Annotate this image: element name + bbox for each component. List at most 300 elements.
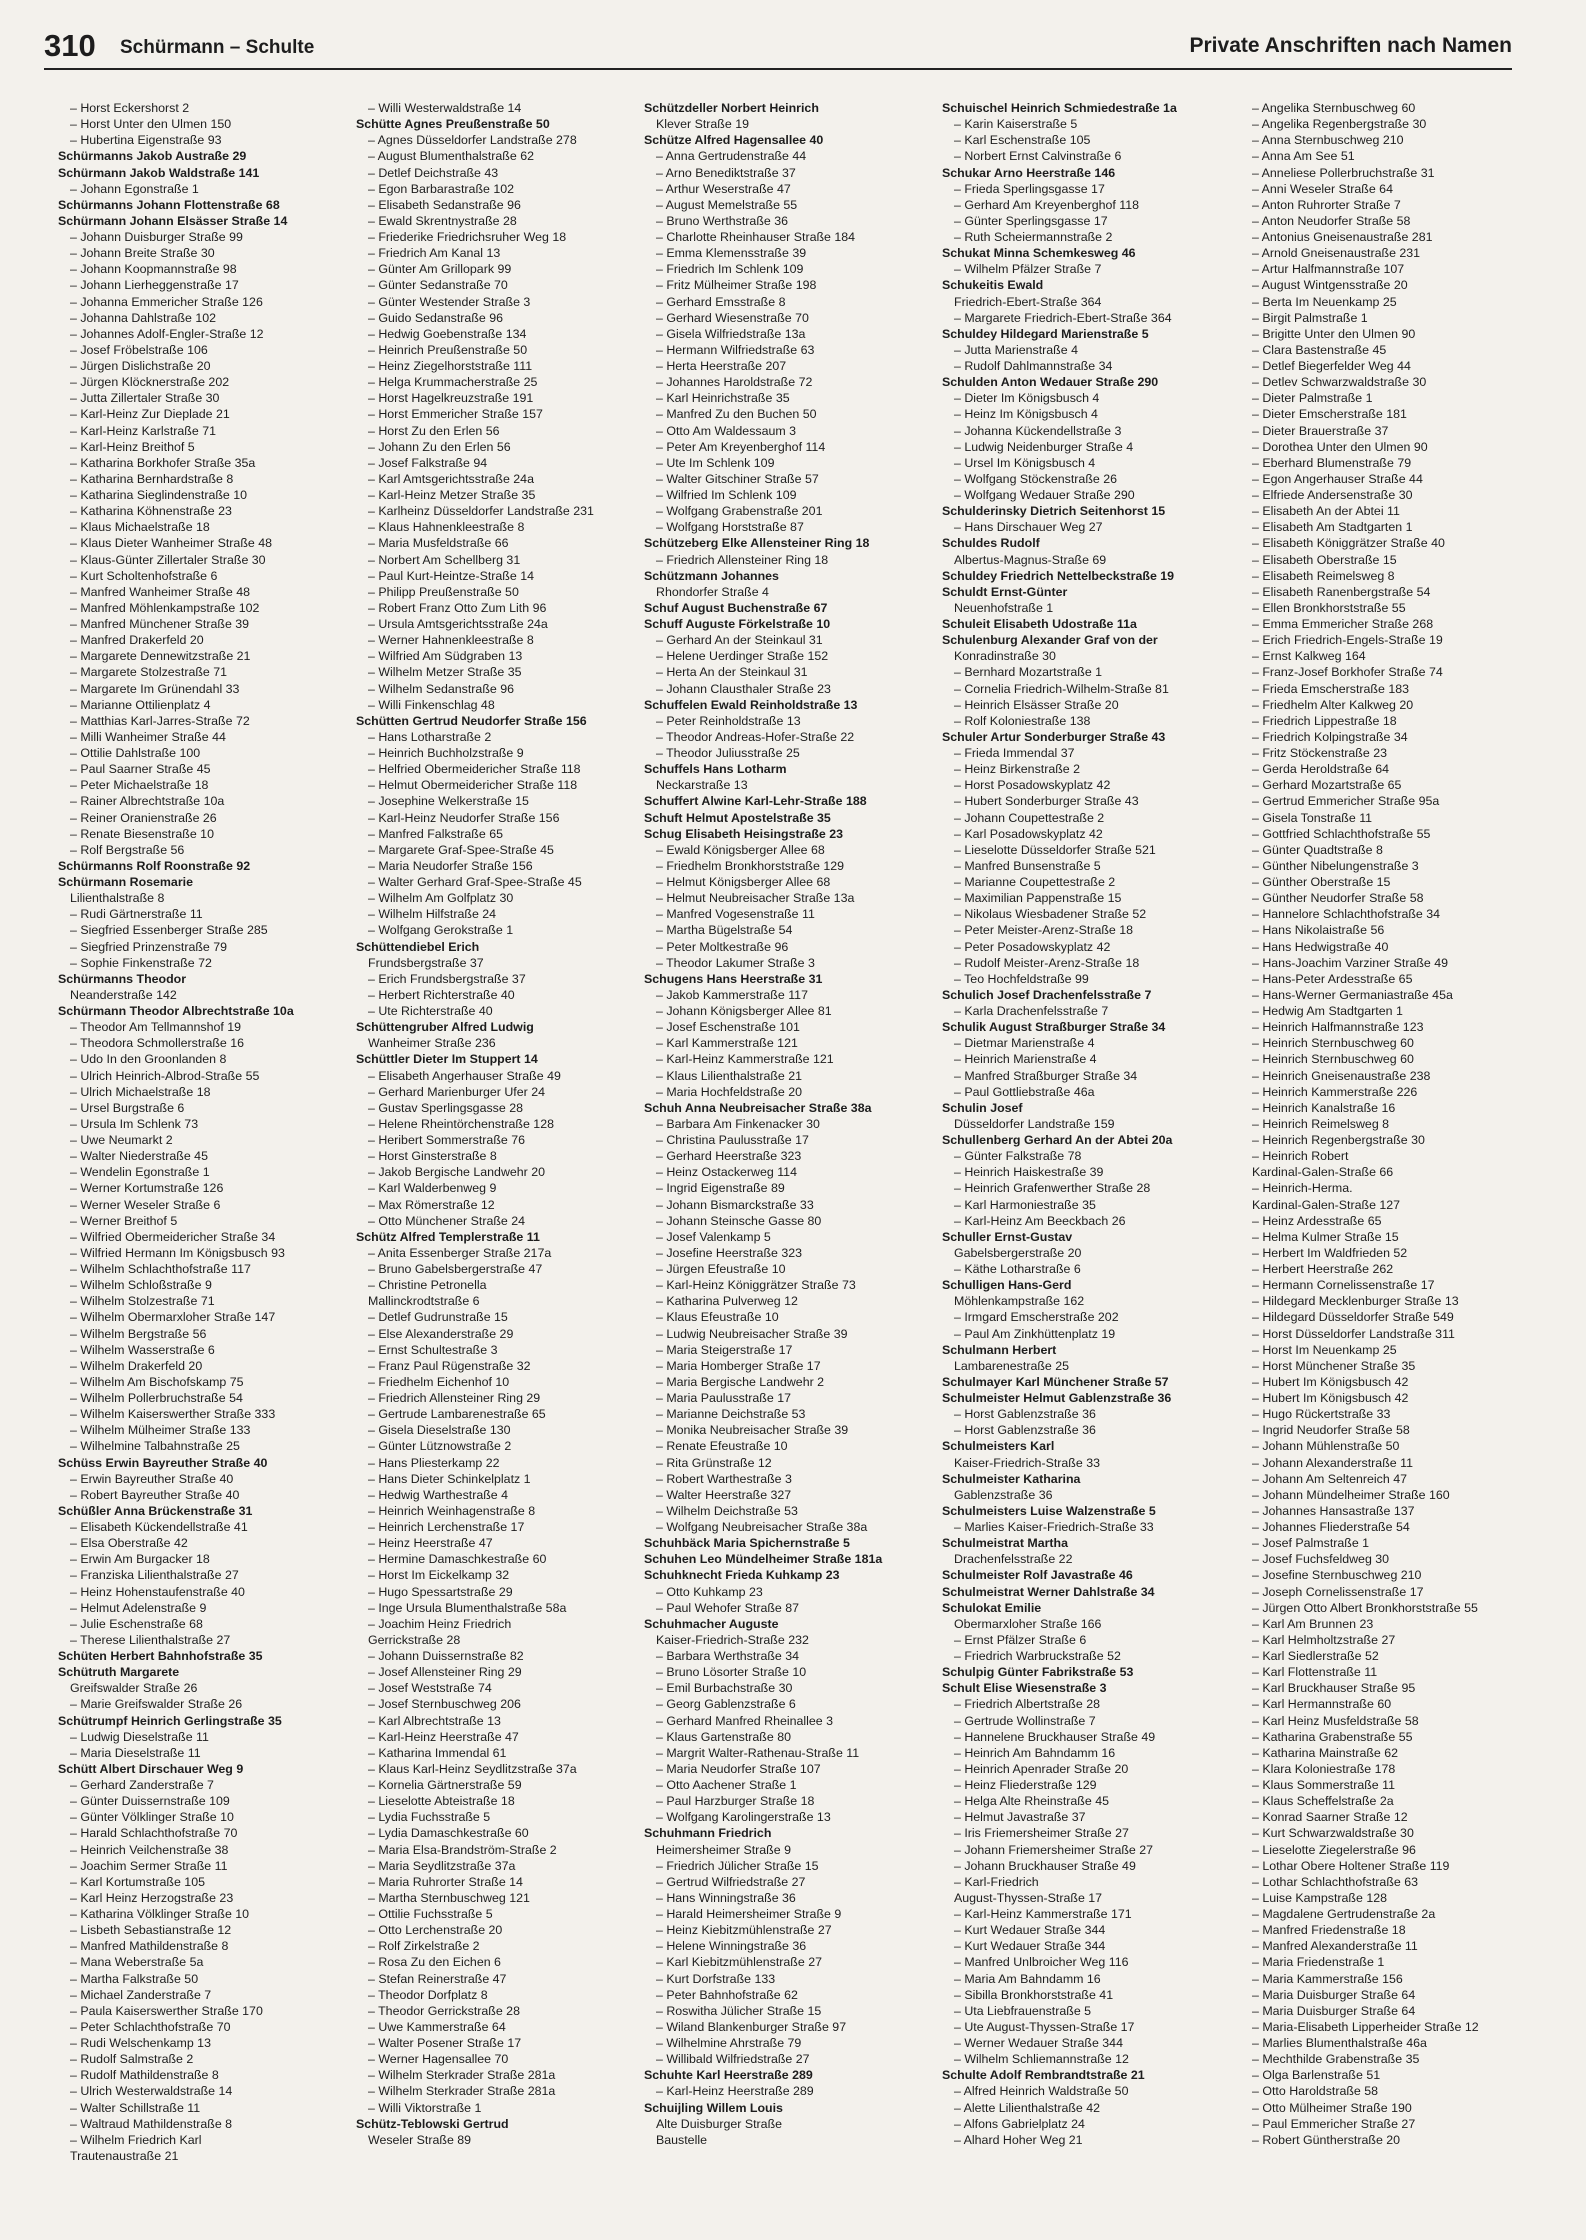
directory-entry: – Lydia Damaschkestraße 60: [368, 1826, 529, 1841]
directory-entry: – Karl-Heinz Neudorfer Straße 156: [368, 810, 560, 825]
directory-entry: – Karl-Heinz Kammerstraße 121: [656, 1052, 834, 1067]
directory-entry: – Johann Steinsche Gasse 80: [656, 1213, 822, 1228]
directory-entry: – Karl Harmoniestraße 35: [954, 1197, 1096, 1212]
entry-detail: August Buchenstraße 67: [678, 600, 828, 615]
directory-entry: – Elfriede Andersenstraße 30: [1252, 488, 1413, 502]
surname: Schulmeister: [942, 1391, 1020, 1405]
directory-entry: – Horst Unter den Ulmen 150: [70, 117, 232, 132]
directory-entry: [644, 1825, 934, 1841]
directory-entry: – Hubert Sonderburger Straße 43: [954, 794, 1139, 809]
directory-entry: – Wilhelm Schloßstraße 9: [70, 1278, 212, 1293]
entry-detail: Katharina: [1019, 1471, 1081, 1486]
directory-entry: – Horst Gablenzstraße 36: [954, 1407, 1096, 1422]
directory-entry: – Joseph Cornelissenstraße 17: [1252, 1584, 1424, 1599]
surname: Schüttler: [356, 1052, 410, 1067]
directory-entry: – Siegfried Prinzenstraße 79: [70, 939, 228, 954]
directory-entry: – Friedrich Kolpingstraße 34: [1252, 729, 1408, 744]
directory-entry: – Maria Musfeldstraße 66: [368, 536, 509, 551]
directory-entry: – Wolfgang Neubreisacher Straße 38a: [656, 1520, 868, 1534]
directory-entry: – Wolfgang Grabenstraße 201: [656, 504, 823, 519]
directory-entry: – Hildegard Düsseldorfer Straße 549: [1252, 1310, 1454, 1325]
directory-entry: Alte Duisburger Straße: [656, 2116, 783, 2131]
directory-entry: – Horst Zu den Erlen 56: [368, 423, 500, 438]
directory-entry: – Jürgen Otto Albert Bronkhorststraße 55: [1252, 1600, 1478, 1615]
directory-entry: – Anton Ruhrorter Straße 7: [1252, 197, 1401, 212]
directory-entry: [58, 148, 348, 164]
surname: Schukeitis: [942, 278, 1004, 293]
directory-entry: – Hermine Damaschkestraße 60: [368, 1552, 547, 1567]
directory-entry: – Katharina Borkhofer Straße 35a: [70, 455, 256, 470]
directory-entry: – Katharina Sieglindenstraße 10: [70, 488, 248, 502]
directory-entry: – Elsa Oberstraße 42: [70, 1536, 188, 1551]
directory-entry: – Helga Alte Rheinstraße 45: [954, 1794, 1109, 1809]
directory-entry: – Helmut Javastraße 37: [954, 1810, 1086, 1825]
directory-entry: – Ludwig Dieselstraße 11: [70, 1729, 209, 1744]
directory-entry: – Wilhelm Hilfstraße 24: [368, 907, 497, 922]
directory-entry: [942, 2067, 1232, 2083]
directory-entry: – Wilhelm Deichstraße 53: [656, 1503, 798, 1518]
directory-entry: – Wilhelm Wasserstraße 6: [70, 1342, 215, 1357]
directory-entry: – Horst Eckershorst 2: [70, 101, 190, 115]
directory-entry: – Helga Krummacherstraße 25: [368, 375, 538, 390]
directory-entry: – Gertrude Lambarenestraße 65: [368, 1407, 546, 1422]
directory-entry: – Werner Breithof 5: [70, 1213, 178, 1228]
directory-entry: – Robert Warthestraße 3: [656, 1471, 792, 1486]
directory-entry: – Heinrich Veilchenstraße 38: [70, 1842, 229, 1857]
directory-entry: – Marianne Deichstraße 53: [656, 1407, 806, 1422]
surname: Schuf: [644, 600, 679, 615]
directory-entry: – Hugo Rückertstraße 33: [1252, 1407, 1391, 1422]
directory-entry: – Heinrich Halfmannstraße 123: [1252, 1020, 1424, 1035]
directory-entry: – Johann Bruckhauser Straße 49: [954, 1858, 1136, 1873]
page-header: [44, 28, 1512, 68]
directory-entry: – Hans-Peter Ardesstraße 65: [1252, 971, 1413, 986]
directory-entry: – Wilhelm Bergstraße 56: [70, 1326, 207, 1341]
surname: Schulmeistrat: [942, 1536, 1024, 1551]
surname: Schuleit: [942, 617, 991, 631]
directory-entry: – Heinz Birkenstraße 2: [954, 762, 1081, 777]
directory-entry: – Ulrich Heinrich-Albrod-Straße 55: [70, 1068, 260, 1083]
surname: Schüßler: [58, 1503, 112, 1518]
entry-detail: Anna Neubreisacher Straße 38a: [681, 1100, 872, 1115]
directory-entry: – Manfred Bunsenstraße 5: [954, 858, 1101, 873]
directory-entry: – Wilhelm Am Golfplatz 30: [368, 891, 514, 906]
directory-entry: – Theodora Schmollerstraße 16: [70, 1036, 245, 1051]
directory-entry: – Gisela Tonstraße 11: [1252, 810, 1373, 825]
directory-entry: – Helmut Königsberger Allee 68: [656, 875, 831, 889]
entry-detail: Friedrich: [714, 1826, 772, 1841]
directory-entry: [644, 132, 934, 148]
directory-entry: – Wilhelm Kaiserswerther Straße 333: [70, 1407, 276, 1422]
directory-entry: – Horst Hagelkreuzstraße 191: [368, 391, 534, 406]
directory-entry: [58, 1503, 348, 1519]
entry-detail: Gertrud: [459, 2116, 509, 2131]
surname: Schuldes: [942, 536, 998, 551]
directory-entry: – Georg Gablenzstraße 6: [656, 1697, 796, 1712]
entry-detail: Frieda Kuhkamp 23: [721, 1568, 840, 1583]
directory-entry: – Teo Hochfeldstraße 99: [954, 971, 1089, 986]
directory-entry: – Karl-Heinz Breithof 5: [70, 439, 195, 454]
directory-entry: – Gerhard Wiesenstraße 70: [656, 310, 809, 325]
directory-entry: – Bernhard Mozartstraße 1: [954, 665, 1103, 680]
entry-detail: Theodor Albrechtstraße 10a: [126, 1004, 294, 1018]
surname: Schulik: [942, 1020, 987, 1035]
directory-entry: – August Blumenthalstraße 62: [368, 149, 534, 164]
directory-column-4: [942, 100, 1232, 2148]
directory-entry: – Katharina Köhnenstraße 23: [70, 504, 232, 519]
directory-entry: – Wilhelm Pfälzer Straße 7: [954, 262, 1102, 277]
directory-entry: – Walter Gitschiner Straße 57: [656, 471, 819, 486]
directory-entry: – Karl-Heinz Am Beeckbach 26: [954, 1213, 1126, 1228]
directory-entry: – Anna Sternbuschweg 210: [1252, 133, 1404, 148]
directory-entry: – Rudolf Mathildenstraße 8: [70, 2068, 219, 2083]
directory-entry: – Bruno Gabelsbergerstraße 47: [368, 1262, 543, 1276]
directory-entry: – Wendelin Egonstraße 1: [70, 1165, 210, 1180]
surname: Schulte: [942, 2068, 987, 2083]
entry-detail: Josef: [986, 1100, 1023, 1115]
directory-entry: – Wolfgang Wedauer Straße 290: [954, 488, 1135, 502]
surname: Schugens: [644, 971, 704, 986]
directory-entry: [942, 1584, 1232, 1600]
directory-entry: – Fritz Stöckenstraße 23: [1252, 746, 1387, 760]
directory-entry: – Ingrid Neudorfer Straße 58: [1252, 1423, 1410, 1438]
directory-entry: – Margarete Graf-Spee-Straße 45: [368, 842, 554, 857]
directory-entry: – Klaus Dieter Wanheimer Straße 48: [70, 536, 273, 551]
directory-entry: – Ottilie Dahlstraße 100: [70, 746, 201, 760]
directory-entry: – Paul Wehofer Straße 87: [656, 1600, 800, 1615]
directory-entry: [58, 197, 348, 213]
directory-entry: – Johann Clausthaler Straße 23: [656, 681, 831, 696]
directory-entry: – Fritz Mülheimer Straße 198: [656, 278, 817, 293]
directory-entry: – Maximilian Pappenstraße 15: [954, 891, 1122, 906]
directory-entry: – Anton Neudorfer Straße 58: [1252, 213, 1411, 228]
directory-entry: – Friedrich Allensteiner Ring 29: [368, 1391, 541, 1405]
directory-entry: – Wolfgang Gerokstraße 1: [368, 923, 514, 938]
directory-entry: – Josef Fuchsfeldweg 30: [1252, 1552, 1390, 1567]
entry-detail: Artur Sonderburger Straße 43: [987, 729, 1166, 744]
directory-entry: – Klaus Scheffelstraße 2a: [1252, 1794, 1394, 1809]
directory-entry: – Maria Seydlitzstraße 37a: [368, 1858, 516, 1873]
directory-entry: – Sophie Finkenstraße 72: [70, 955, 212, 970]
directory-entry: – Julie Eschenstraße 68: [70, 1616, 203, 1631]
directory-entry: [942, 1600, 1232, 1616]
directory-entry: – Agnes Düsseldorfer Landstraße 278: [368, 133, 577, 148]
directory-entry: – Mana Weberstraße 5a: [70, 1955, 204, 1970]
entry-detail: Jakob Waldstraße 141: [126, 165, 260, 180]
surname: Schulin: [942, 1100, 987, 1115]
surname: Schüttengruber: [356, 1020, 449, 1035]
directory-entry: – Horst Düsseldorfer Landstraße 311: [1252, 1326, 1455, 1341]
directory-entry: – Rudolf Dahlmannstraße 34: [954, 359, 1113, 373]
entry-detail: Karl Münchener Straße 57: [1012, 1374, 1169, 1389]
surname: Schuhte: [644, 2068, 693, 2083]
directory-entry: – Manfred Drakerfeld 20: [70, 633, 204, 648]
entry-detail: Heinrich Schmiedestraße 1a: [1007, 101, 1177, 115]
directory-entry: – Werner Kortumstraße 126: [70, 1181, 224, 1196]
entry-detail: Hans-Gerd: [1004, 1278, 1072, 1293]
directory-entry: – Manfred Möhlenkampstraße 102: [70, 600, 260, 615]
directory-entry: [644, 600, 934, 616]
directory-entry: August-Thyssen-Straße 17: [954, 1890, 1103, 1905]
directory-entry: – Johann Lierheggenstraße 17: [70, 278, 239, 293]
entry-detail: Maria Spichernstraße 5: [710, 1536, 850, 1551]
directory-entry: – Klaus Michaelstraße 18: [70, 520, 210, 535]
directory-entry: [942, 1567, 1232, 1583]
entry-detail: Elise Wiesenstraße 3: [979, 1681, 1107, 1696]
directory-entry: [58, 874, 348, 890]
surname: Schulenburg: [942, 633, 1018, 648]
directory-entry: – Otto Aachener Straße 1: [656, 1778, 797, 1792]
entry-detail: Anton Wedauer Straße 290: [997, 375, 1159, 390]
directory-entry: – Hermann Wilfriedstraße 63: [656, 342, 815, 357]
entry-detail: Hildegard Marienstraße 5: [997, 326, 1149, 341]
surname: Schützdeller: [644, 101, 718, 115]
directory-entry: – Christine Petronella: [368, 1278, 487, 1293]
directory-entry: – Heinz Hohenstaufenstraße 40: [70, 1584, 245, 1599]
directory-entry: – Erwin Am Burgacker 18: [70, 1552, 210, 1567]
directory-entry: – Johannes Hansastraße 137: [1252, 1503, 1415, 1518]
directory-entry: – Friedrich Albertstraße 28: [954, 1697, 1100, 1712]
directory-entry: – Margrit Walter-Rathenau-Straße 11: [656, 1745, 860, 1760]
directory-entry: – Wiland Blankenburger Straße 97: [656, 2019, 847, 2034]
directory-entry: – Emma Klemensstraße 39: [656, 246, 807, 261]
directory-entry: – Herta An der Steinkaul 31: [656, 665, 808, 680]
directory-entry: – Karin Kaiserstraße 5: [954, 117, 1078, 132]
directory-entry: – Willi Westerwaldstraße 14: [368, 101, 522, 115]
directory-entry: – Katharina Mainstraße 62: [1252, 1745, 1399, 1760]
directory-entry: – Katharina Pulverweg 12: [656, 1294, 798, 1309]
directory-entry: – Wilhelm Sedanstraße 96: [368, 681, 515, 696]
directory-column-2: [356, 100, 646, 2148]
directory-entry: [942, 1664, 1232, 1680]
directory-entry: – Käthe Lotharstraße 6: [954, 1262, 1081, 1276]
directory-entry: [942, 584, 1232, 600]
directory-entry: – Walter Posener Straße 17: [368, 2036, 522, 2050]
directory-entry: – Hannelore Schlachthofstraße 34: [1252, 907, 1441, 922]
directory-entry: – Uwe Kammerstraße 64: [368, 2019, 506, 2034]
directory-entry: – Peter Am Kreyenberghof 114: [656, 439, 826, 454]
entry-detail: Josef Drachenfelsstraße 7: [993, 987, 1152, 1002]
directory-entry: Kaiser-Friedrich-Straße 232: [656, 1632, 809, 1647]
directory-entry: – Hans Dieter Schinkelplatz 1: [368, 1471, 531, 1486]
directory-entry: – Wilhelm Obermarxloher Straße 147: [70, 1310, 276, 1325]
surname: Schukar: [942, 165, 991, 180]
directory-entry: – Stefan Reinerstraße 47: [368, 1971, 507, 1986]
entry-detail: Alfred Hagensallee 40: [691, 133, 824, 148]
directory-entry: – Hans Hedwigstraße 40: [1252, 939, 1389, 954]
directory-entry: – Antonius Gneisenaustraße 281: [1252, 230, 1433, 244]
entry-detail: Werner Dahlstraße 34: [1023, 1584, 1155, 1599]
directory-entry: – Horst Ginsterstraße 8: [368, 1149, 497, 1164]
directory-entry: – Alhard Hoher Weg 21: [954, 2132, 1083, 2147]
directory-entry: – Heinrich Lerchenstraße 17: [368, 1520, 525, 1534]
directory-entry: – Harald Schlachthofstraße 70: [70, 1826, 238, 1841]
directory-entry: – Heinrich Reimelsweg 8: [1252, 1116, 1390, 1131]
directory-entry: – Heinrich Preußenstraße 50: [368, 342, 528, 357]
directory-entry: – Hans Nikolaistraße 56: [1252, 923, 1385, 938]
directory-entry: – Clara Bastenstraße 45: [1252, 342, 1387, 357]
directory-entry: – Reiner Oranienstraße 26: [70, 810, 217, 825]
directory-entry: – Manfred Zu den Buchen 50: [656, 407, 817, 422]
surname: Schürmanns: [58, 971, 134, 986]
surname: Schütt: [58, 1761, 97, 1776]
directory-entry: – Johann Mündelheimer Straße 160: [1252, 1487, 1450, 1502]
directory-entry: – Hubert Im Königsbusch 42: [1252, 1374, 1409, 1389]
directory-entry: – Wilfried Obermeidericher Straße 34: [70, 1229, 276, 1244]
directory-entry: – Friedhelm Alter Kalkweg 20: [1252, 697, 1414, 712]
entry-detail: Hans Lotharm: [699, 762, 787, 777]
directory-entry: – Horst Im Eickelkamp 32: [368, 1568, 510, 1583]
directory-entry: – Maria Dieselstraße 11: [70, 1745, 201, 1760]
directory-entry: – Heinrich Marienstraße 4: [954, 1052, 1097, 1067]
directory-entry: – Willi Viktorstraße 1: [368, 2100, 482, 2115]
directory-entry: [58, 971, 348, 987]
directory-entry: – Peter Meister-Arenz-Straße 18: [954, 923, 1134, 938]
directory-entry: Neckarstraße 13: [656, 778, 748, 793]
directory-entry: – Josefine Sternbuschweg 210: [1252, 1568, 1422, 1583]
directory-entry: – Heinrich Haiskestraße 39: [954, 1165, 1104, 1180]
directory-entry: – Friedrich Lippestraße 18: [1252, 713, 1397, 728]
directory-entry: – Manfred Mathildenstraße 8: [70, 1939, 229, 1954]
directory-entry: – Karl Walderbenweg 9: [368, 1181, 497, 1196]
directory-entry: – Maria Hochfeldstraße 20: [656, 1084, 803, 1099]
surname: Schürmann: [58, 875, 127, 889]
directory-entry: – Otto Münchener Straße 24: [368, 1213, 526, 1228]
directory-entry: – Milli Wanheimer Straße 44: [70, 729, 226, 744]
entry-detail: Ernst-Günter: [987, 584, 1068, 599]
directory-column-1: [58, 100, 348, 2164]
directory-entry: – Maria Elsa-Brandström-Straße 2: [368, 1842, 557, 1857]
directory-entry: – Jürgen Dislichstraße 20: [70, 359, 211, 373]
directory-entry: [942, 100, 1232, 116]
directory-entry: – Karl Heinz Musfeldstraße 58: [1252, 1713, 1419, 1728]
directory-entry: [942, 1277, 1232, 1293]
entry-detail: Elisabeth Udostraße 11a: [990, 617, 1137, 631]
directory-entry: – Karl Flottenstraße 11: [1252, 1665, 1378, 1680]
directory-entry: – Karl Kortumstraße 105: [70, 1874, 205, 1889]
entry-detail: Gertrud Neudorfer Straße 156: [409, 713, 587, 728]
directory-entry: – Ute Richterstraße 40: [368, 1004, 493, 1018]
directory-entry: [356, 116, 646, 132]
directory-entry: Baustelle: [656, 2132, 707, 2147]
entry-detail: Gerhard An der Abtei 20a: [1020, 1133, 1173, 1147]
directory-entry: – Johannes Fliederstraße 54: [1252, 1520, 1410, 1534]
directory-entry: – Manfred Friedenstraße 18: [1252, 1923, 1406, 1938]
directory-entry: – Rita Grünstraße 12: [656, 1455, 772, 1470]
surname: Schuhmann: [644, 1826, 715, 1841]
directory-entry: Drachenfelsstraße 22: [954, 1552, 1073, 1567]
directory-entry: [942, 1132, 1232, 1148]
directory-entry: – Guido Sedanstraße 96: [368, 310, 504, 325]
entry-detail: Jakob Austraße 29: [133, 149, 247, 164]
directory-entry: Weseler Straße 89: [368, 2132, 472, 2147]
directory-entry: – Ewald Skrentnystraße 28: [368, 213, 517, 228]
directory-entry: [942, 503, 1232, 519]
directory-entry: [644, 1551, 934, 1567]
directory-entry: [942, 1019, 1232, 1035]
directory-entry: [644, 535, 934, 551]
directory-entry: – Matthias Karl-Jarres-Straße 72: [70, 713, 250, 728]
directory-entry: – Hubertina Eigenstraße 93: [70, 133, 222, 148]
directory-entry: – Josephine Welkerstraße 15: [368, 794, 529, 809]
directory-entry: – Detlef Gudrunstraße 15: [368, 1310, 508, 1325]
directory-entry: – August Memelstraße 55: [656, 197, 798, 212]
surname: Schuffels: [644, 762, 700, 777]
directory-entry: – Karl Eschenstraße 105: [954, 133, 1091, 148]
header-rule: [44, 68, 1512, 70]
directory-entry: – Josef Weststraße 74: [368, 1681, 492, 1696]
directory-entry: – Karl Amtsgerichtsstraße 24a: [368, 471, 534, 486]
directory-entry: – Maria Friedenstraße 1: [1252, 1955, 1385, 1970]
directory-entry: – Herbert Heerstraße 262: [1252, 1262, 1394, 1276]
directory-entry: – Gerhard Heerstraße 323: [656, 1149, 802, 1164]
directory-entry: – Katharina Völklinger Straße 10: [70, 1907, 250, 1921]
directory-entry: – Magdalene Gertrudenstraße 2a: [1252, 1907, 1436, 1921]
directory-entry: – Hildegard Mecklenburger Straße 13: [1252, 1294, 1459, 1309]
directory-entry: – Werner Hagensallee 70: [368, 2052, 509, 2067]
surname: Schürmanns: [58, 197, 134, 212]
directory-entry: – Josefine Heerstraße 323: [656, 1245, 803, 1260]
directory-entry: – Robert Franz Otto Zum Lith 96: [368, 600, 547, 615]
directory-entry: – Anna Am See 51: [1252, 149, 1355, 164]
directory-entry: – Jutta Zillertaler Straße 30: [70, 391, 220, 406]
directory-entry: [58, 213, 348, 229]
directory-entry: – Gisela Dieselstraße 130: [368, 1423, 511, 1438]
directory-entry: [942, 616, 1232, 632]
directory-entry: – Ruth Scheiermannstraße 2: [954, 230, 1113, 244]
directory-entry: – Heinrich Elsässer Straße 20: [954, 697, 1119, 712]
surname: Schullenberg: [942, 1133, 1021, 1147]
surname: Schürmanns: [58, 149, 134, 164]
directory-entry: – Jakob Kammerstraße 117: [656, 987, 808, 1002]
directory-entry: – Karl-Heinz Königgrätzer Straße 73: [656, 1278, 856, 1293]
directory-entry: – Günter Quadtstraße 8: [1252, 842, 1383, 857]
entry-detail: Hans Heerstraße 31: [703, 971, 823, 986]
surname: Schug: [644, 826, 682, 841]
directory-entry: – Manfred Unlbroicher Weg 116: [954, 1955, 1129, 1970]
directory-entry: – Maria Neudorfer Straße 107: [656, 1761, 821, 1776]
directory-entry: [942, 1374, 1232, 1390]
directory-entry: – Michael Zanderstraße 7: [70, 1987, 212, 2002]
directory-entry: – Peter Posadowskyplatz 42: [954, 939, 1111, 954]
directory-entry: – Ute August-Thyssen-Straße 17: [954, 2019, 1135, 2034]
directory-entry: – Karl Kiebitzmühlenstraße 27: [656, 1955, 822, 1970]
directory-entry: – Johannes Adolf-Engler-Straße 12: [70, 326, 264, 341]
surname: Schulderinsky: [942, 504, 1027, 519]
directory-entry: – Rudi Gärtnerstraße 11: [70, 907, 203, 922]
directory-entry: – Kurt Wedauer Straße 344: [954, 1939, 1106, 1954]
directory-entry: Mallinckrodtstraße 6: [368, 1294, 480, 1309]
surname: Schult: [942, 1681, 980, 1696]
directory-entry: – Paul Emmericher Straße 27: [1252, 2116, 1416, 2131]
directory-entry: – Barbara Werthstraße 34: [656, 1649, 800, 1663]
entry-detail: Helmut Gablenzstraße 36: [1019, 1391, 1172, 1405]
directory-entry: – Friedrich Jülicher Straße 15: [656, 1858, 819, 1873]
directory-entry: – Ewald Königsberger Allee 68: [656, 842, 825, 857]
directory-entry: – Johann Zu den Erlen 56: [368, 439, 511, 454]
surname: Schukat: [942, 246, 991, 261]
directory-entry: – Heinrich Gneisenaustraße 238: [1252, 1068, 1431, 1083]
directory-entry: [58, 1664, 348, 1680]
directory-entry: – Gottfried Schlachthofstraße 55: [1252, 826, 1431, 841]
directory-entry: Gerrickstraße 28: [368, 1632, 461, 1647]
directory-entry: – Martha Sternbuschweg 121: [368, 1890, 530, 1905]
directory-entry: – Erwin Bayreuther Straße 40: [70, 1471, 234, 1486]
directory-entry: – Klaus Lilienthalstraße 21: [656, 1068, 803, 1083]
directory-entry: – Otto Kuhkamp 23: [656, 1584, 763, 1599]
directory-entry: – Wilfried Hermann Im Königsbusch 93: [70, 1245, 285, 1260]
directory-entry: – Karla Drachenfelsstraße 7: [954, 1004, 1109, 1018]
